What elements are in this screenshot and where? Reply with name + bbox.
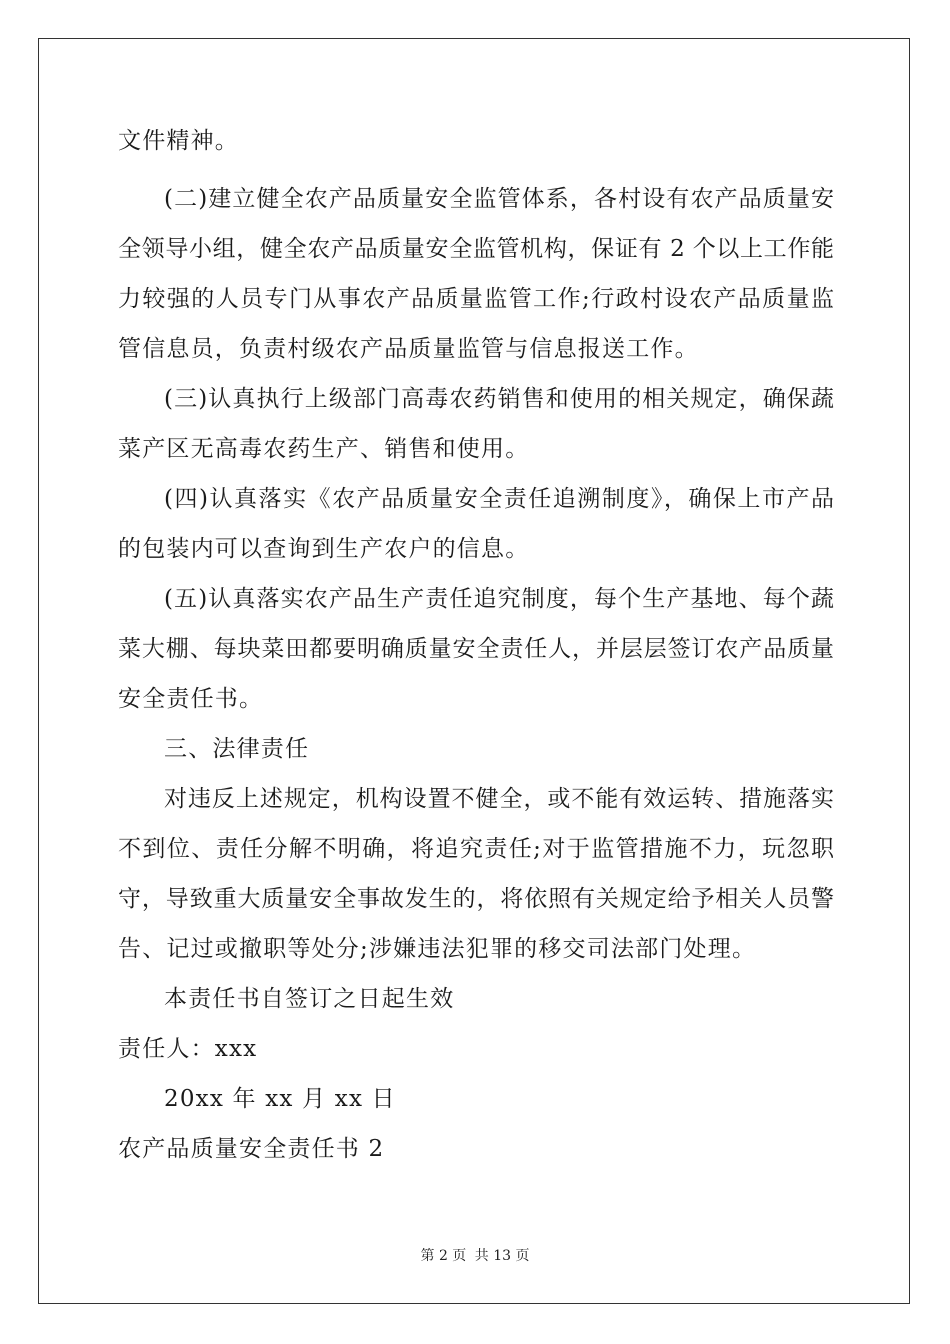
text-line: (五)认真落实农产品生产责任追究制度，每个生产基地、每个蔬 [164, 586, 834, 612]
text-line: 守，导致重大质量安全事故发生的，将依照有关规定给予相关人员警 [118, 886, 834, 912]
text-line: 告、记过或撤职等处分;涉嫌违法犯罪的移交司法部门处理。 [118, 936, 757, 962]
text-line: (四)认真落实《农产品质量安全责任追溯制度》，确保上市产品 [164, 486, 834, 512]
signature-date: 20xx 年 xx 月 xx 日 [164, 1086, 396, 1112]
page-total: 共 13 页 [474, 1248, 530, 1264]
page-number: 第 2 页 [420, 1248, 467, 1264]
page-border [38, 38, 910, 1304]
text-line: 菜大棚、每块菜田都要明确质量安全责任人，并层层签订农产品质量 [118, 636, 834, 662]
next-document-title: 农产品质量安全责任书 2 [118, 1136, 385, 1162]
text-line: 不到位、责任分解不明确，将追究责任;对于监管措施不力，玩忽职 [118, 836, 834, 862]
effective-note: 本责任书自签订之日起生效 [164, 986, 455, 1012]
section-heading: 三、法律责任 [164, 736, 310, 762]
text-line: 全领导小组，健全农产品质量安全监管机构，保证有 2 个以上工作能 [118, 236, 834, 262]
page-footer [0, 1247, 950, 1265]
text-line: 菜产区无高毒农药生产、销售和使用。 [118, 436, 530, 462]
text-line: 力较强的人员专门从事农产品质量监管工作;行政村设农产品质量监 [118, 286, 834, 312]
text-line: 安全责任书。 [118, 686, 264, 712]
text-line: 管信息员，负责村级农产品质量监管与信息报送工作。 [118, 336, 699, 362]
text-line: 对违反上述规定，机构设置不健全，或不能有效运转、措施落实 [164, 786, 834, 812]
responsible-person: 责任人：xxx [118, 1036, 258, 1062]
text-line: 的包装内可以查询到生产农户的信息。 [118, 536, 530, 562]
text-line: (二)建立健全农产品质量安全监管体系，各村设有农产品质量安 [164, 186, 834, 212]
text-line: (三)认真执行上级部门高毒农药销售和使用的相关规定，确保蔬 [164, 386, 834, 412]
text-line: 文件精神。 [118, 128, 239, 154]
